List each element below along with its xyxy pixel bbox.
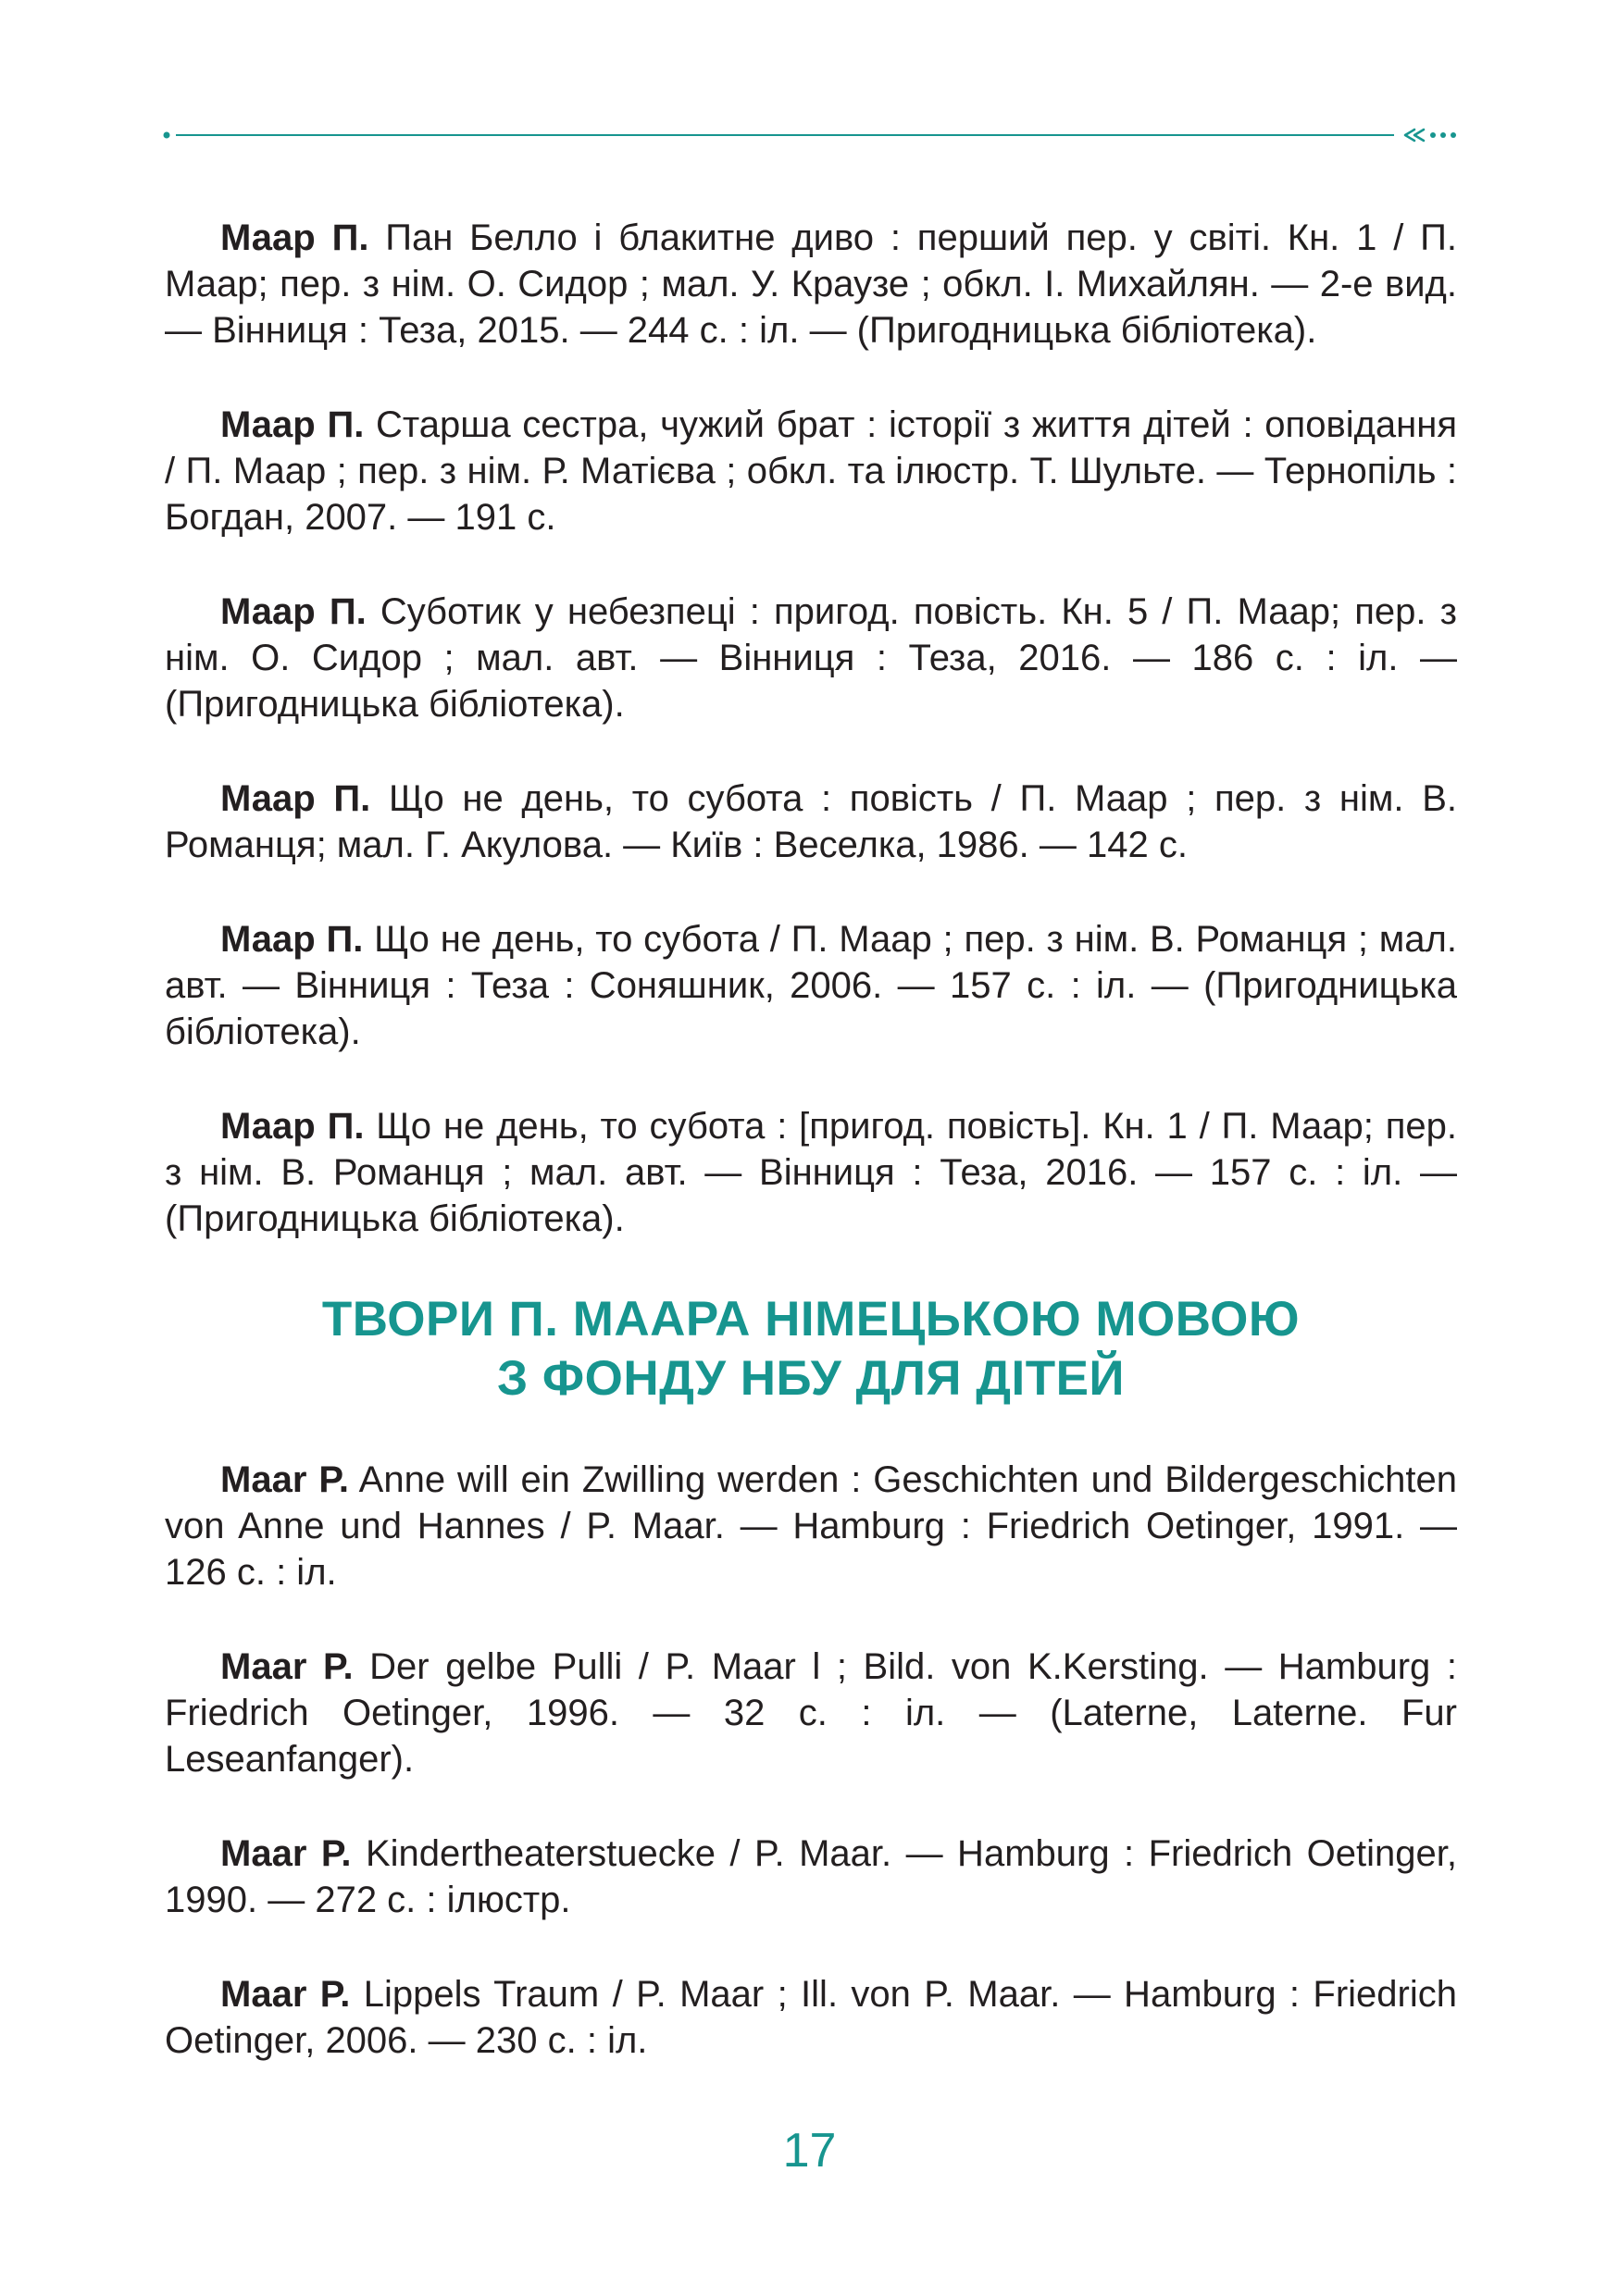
bibliography-entry (165, 916, 1457, 1055)
bibliography-entry (165, 589, 1457, 727)
entry-author: Маар П. (220, 217, 369, 258)
entry-author: Маар П. (220, 778, 371, 819)
bibliography-entry (165, 1457, 1457, 1595)
section-title (165, 1290, 1457, 1409)
bibliography-entry (165, 402, 1457, 540)
entry-author: Maar P. (220, 1974, 351, 2015)
header-ornament-rule (163, 126, 1459, 144)
german-entries-list (165, 1457, 1457, 2064)
entry-text: Lippels Traum / P. Maar ; Ill. von P. Maar. — Hamburg : Friedrich Oetinger, 2006. — 230 с. : іл. (165, 1974, 1457, 2061)
entry-author: Maar P. (220, 1833, 352, 1874)
entry-author: Maar P. (220, 1459, 349, 1500)
entry-text: Що не день, то субота : повість / П. Маар ; пер. з нім. В. Романця; мал. Г. Акулова. — Київ : Веселка, 1986. — 142 с. (165, 778, 1457, 865)
bibliography-content (165, 215, 1457, 2112)
entry-author: Маар П. (220, 591, 367, 632)
arrow-ornament-icon (1405, 130, 1456, 141)
page-number: 17 (782, 2124, 837, 2178)
entry-author: Маар П. (220, 919, 364, 960)
entry-text: Старша сестра, чужий брат : історії з життя дітей : оповідання / П. Маар ; пер. з нім. Р. Матієва ; обкл. та ілюстр. Т. Шульте. — Тернопіль : Богдан, 2007. — 191 с. (165, 404, 1458, 538)
entry-author: Maar P. (220, 1646, 354, 1687)
entry-text: Anne will ein Zwilling werden : Geschichten und Bildergeschichten von Anne und Hannes / P. Maar. — Hamburg : Friedrich Oetinger, 1991. — 126 с. : іл. (165, 1459, 1457, 1593)
bibliography-entry (165, 1103, 1457, 1242)
entry-text: Суботик у небезпеці : пригод. повість. Кн. 5 / П. Маар; пер. з нім. О. Сидор ; мал. авт. — Вінниця : Теза, 2016. — 186 с. : іл. — (Пригодницька бібліотека). (165, 591, 1457, 725)
entry-text: Що не день, то субота : [пригод. повість]. Кн. 1 / П. Маар; пер. з нім. В. Романця ; мал. авт. — Вінниця : Теза, 2016. — 157 с. : іл. — (Пригодницька бібліотека). (165, 1106, 1457, 1239)
bibliography-entry (165, 776, 1457, 868)
bibliography-entry (165, 1644, 1457, 1782)
bibliography-entry (165, 1831, 1457, 1923)
bibliography-entry (165, 215, 1457, 354)
entry-text: Der gelbe Pulli / P. Maar l ; Bild. von K.Kersting. — Hamburg : Friedrich Oetinger, 1996. — 32 с. : іл. — (Laterne, Laterne. Fur Leseanfanger). (165, 1646, 1457, 1780)
ukrainian-entries-list (165, 215, 1457, 1242)
entry-text: Kindertheaterstuecke / P. Maar. — Hamburg : Friedrich Oetinger, 1990. — 272 с. : ілюстр. (165, 1833, 1457, 1920)
bibliography-entry (165, 1971, 1457, 2064)
entry-text: Пан Белло і блакитне диво : перший пер. у світі. Кн. 1 / П. Маар; пер. з нім. О. Сидор ; мал. У. Краузе ; обкл. І. Михайлян. — 2-е вид. — Вінниця : Теза, 2015. — 244 с. : іл. — (Пригодницька бібліотека). (165, 217, 1457, 351)
entry-author: Маар П. (220, 1106, 365, 1147)
section-title-line-1: ТВОРИ П. МААРА НІМЕЦЬКОЮ МОВОЮ (321, 1292, 1301, 1347)
entry-author: Маар П. (220, 404, 365, 445)
section-title-line-2: З ФОНДУ НБУ ДЛЯ ДІТЕЙ (496, 1351, 1126, 1406)
entry-text: Що не день, то субота / П. Маар ; пер. з нім. В. Романця ; мал. авт. — Вінниця : Теза : Соняшник, 2006. — 157 с. : іл. — (Пригодницька бібліотека). (165, 919, 1457, 1052)
